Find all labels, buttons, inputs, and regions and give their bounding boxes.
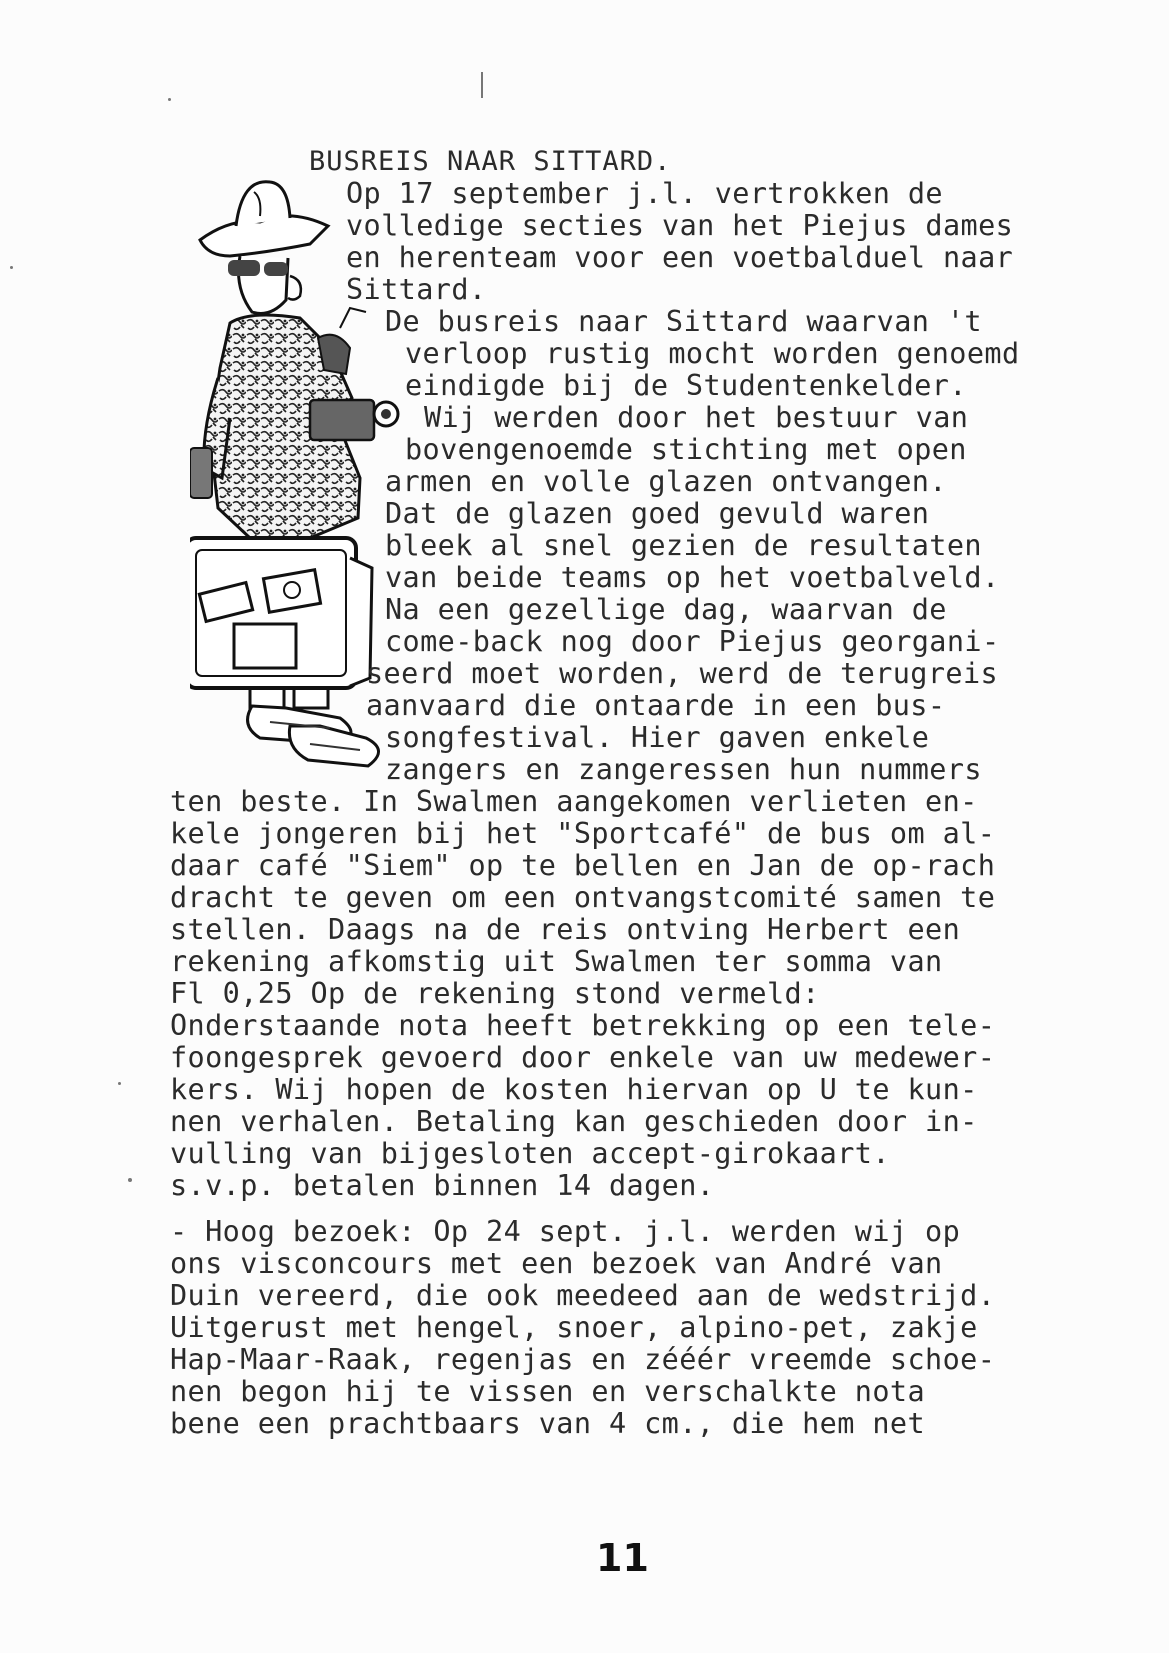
article-line: kele jongeren bij het "Sportcafé" de bus om al- <box>170 817 996 850</box>
article-line: stellen. Daags na de reis ontving Herbert een <box>170 913 961 946</box>
article-line: Wij werden door het bestuur van <box>424 401 969 434</box>
article-line: volledige secties van het Piejus dames <box>346 209 1014 242</box>
visit-line: Hap-Maar-Raak, regenjas en zééér vreemde schoe- <box>170 1343 996 1376</box>
article-line: seerd moet worden, werd de terugreis <box>366 657 999 690</box>
article-line: Sittard. <box>346 273 487 306</box>
article-line: eindigde bij de Studentenkelder. <box>405 369 967 402</box>
visit-line: - Hoog bezoek: Op 24 sept. j.l. werden wij op <box>170 1215 961 1248</box>
article-line: bovengenoemde stichting met open <box>405 433 967 466</box>
visit-line: Duin vereerd, die ook meedeed aan de wedstrijd. <box>170 1279 996 1312</box>
article-line: en herenteam voor een voetbalduel naar <box>346 241 1014 274</box>
article-line: Op 17 september j.l. vertrokken de <box>346 177 943 210</box>
page-number: 11 <box>596 1536 649 1580</box>
visit-line: bene een prachtbaars van 4 cm., die hem net <box>170 1407 926 1440</box>
article-line: come-back nog door Piejus georgani- <box>385 625 1000 658</box>
article-line: s.v.p. betalen binnen 14 dagen. <box>170 1169 715 1202</box>
scan-speck <box>128 1178 132 1182</box>
article-line: kers. Wij hopen de kosten hiervan op U te kun- <box>170 1073 978 1106</box>
scan-speck <box>118 1082 121 1085</box>
article-line: vulling van bijgesloten accept-girokaart. <box>170 1137 890 1170</box>
article-line: van beide teams op het voetbalveld. <box>385 561 1000 594</box>
visit-line: ons visconcours met een bezoek van André van <box>170 1247 943 1280</box>
article-line: Dat de glazen goed gevuld waren <box>385 497 930 530</box>
article-line: ten beste. In Swalmen aangekomen verlieten en- <box>170 785 978 818</box>
article-line: dracht te geven om een ontvangstcomité samen te <box>170 881 996 914</box>
visit-line: nen begon hij te vissen en verschalkte nota <box>170 1375 926 1408</box>
article-line: nen verhalen. Betaling kan geschieden door in- <box>170 1105 978 1138</box>
article-line: Fl 0,25 Op de rekening stond vermeld: <box>170 977 820 1010</box>
article-line: daar café "Siem" op te bellen en Jan de op-rach <box>170 849 996 882</box>
article-title: BUSREIS NAAR SITTARD. <box>309 146 672 177</box>
article-line: zangers en zangeressen hun nummers <box>385 753 982 786</box>
scan-speck <box>168 98 171 101</box>
visit-line: Uitgerust met hengel, snoer, alpino-pet, zakje <box>170 1311 978 1344</box>
article-line: foongesprek gevoerd door enkele van uw medewer- <box>170 1041 996 1074</box>
article-line: De busreis naar Sittard waarvan 't <box>385 305 982 338</box>
article-line: bleek al snel gezien de resultaten <box>385 529 982 562</box>
article-line: aanvaard die ontaarde in een bus- <box>366 689 946 722</box>
article-line: Na een gezellige dag, waarvan de <box>385 593 947 626</box>
article-line: rekening afkomstig uit Swalmen ter somma van <box>170 945 943 978</box>
article-line: verloop rustig mocht worden genoemd <box>405 337 1020 370</box>
scan-speck <box>10 266 13 269</box>
article-line: Onderstaande nota heeft betrekking op een tele- <box>170 1009 996 1042</box>
scan-speck <box>481 72 483 98</box>
article-line: songfestival. Hier gaven enkele <box>385 721 930 754</box>
article-line: armen en volle glazen ontvangen. <box>385 465 947 498</box>
